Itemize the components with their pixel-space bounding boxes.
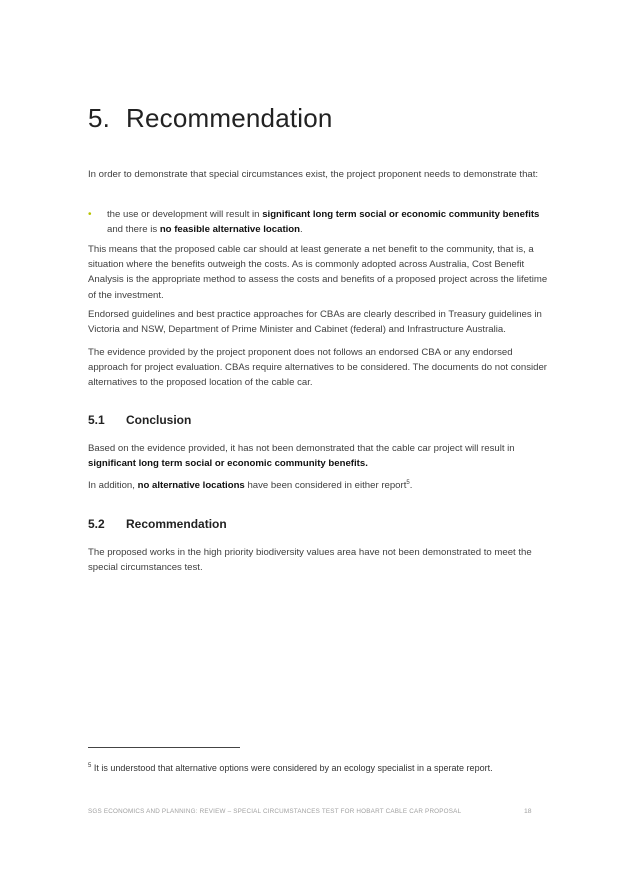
recommendation-paragraph: The proposed works in the high priority biodiversity values area have not been demonstrated to meet the special circumstances test.	[88, 547, 532, 574]
subsection-title: Recommendation	[126, 517, 227, 531]
section-heading	[88, 103, 333, 134]
footnote: $^5$ It is understood that alternative options were considered by an ecology specialist in a sperate report.	[88, 763, 493, 773]
conclusion-paragraph: Based on the evidence provided, it has not been demonstrated that the cable car project will result in significant long term social or economic community benefits.	[88, 443, 515, 470]
subsection-number: 5.2	[88, 517, 105, 531]
footnote-divider	[88, 747, 240, 748]
footnote-reference[interactable]: 5	[406, 479, 410, 486]
paragraph-evidence: The evidence provided by the project proponent does not follows an endorsed CBA or any endorsed approach for project evaluation. CBAs require alternatives to be considered. The documents do not consider alternatives to the proposed location of the cable car.	[88, 347, 547, 389]
bullet-item: • the use or development will result in significant long term social or economic community benefits and there is no feasible alternative location.	[88, 209, 540, 236]
page-number: 18	[524, 808, 532, 815]
paragraph-guidelines: Endorsed guidelines and best practice approaches for CBAs are clearly described in Treasury guidelines in Victoria and NSW, Department of Prime Minister and Cabinet (federal) and Infrastructure Australia.	[88, 309, 542, 336]
subsection-title: Conclusion	[126, 413, 192, 427]
alternatives-paragraph: In addition, no alternative locations have been considered in either report$^5$.	[88, 479, 413, 491]
section-number: 5.	[88, 103, 111, 133]
section-title: Recommendation	[126, 103, 333, 133]
page-footer: SGS ECONOMICS AND PLANNING: REVIEW – SPECIAL CIRCUMSTANCES TEST FOR HOBART CABLE CAR PROPOSAL	[88, 808, 462, 815]
subsection-number: 5.1	[88, 413, 105, 427]
subsection-heading-conclusion	[88, 413, 191, 427]
footnote-marker: 5	[88, 763, 92, 769]
subsection-heading-recommendation	[88, 517, 227, 531]
intro-paragraph: In order to demonstrate that special circumstances exist, the project proponent needs to demonstrate that:	[88, 169, 539, 180]
paragraph-net-benefit: This means that the proposed cable car should at least generate a net benefit to the community, that is, a situation where the benefits outweigh the costs. As is commonly adopted across Australia, Cost Benefit Analysis is the appropriate method to assess the costs and benefits of a proposed project across the lifetime of the investment.	[88, 244, 548, 301]
bullet-dot-icon: •	[88, 209, 92, 220]
